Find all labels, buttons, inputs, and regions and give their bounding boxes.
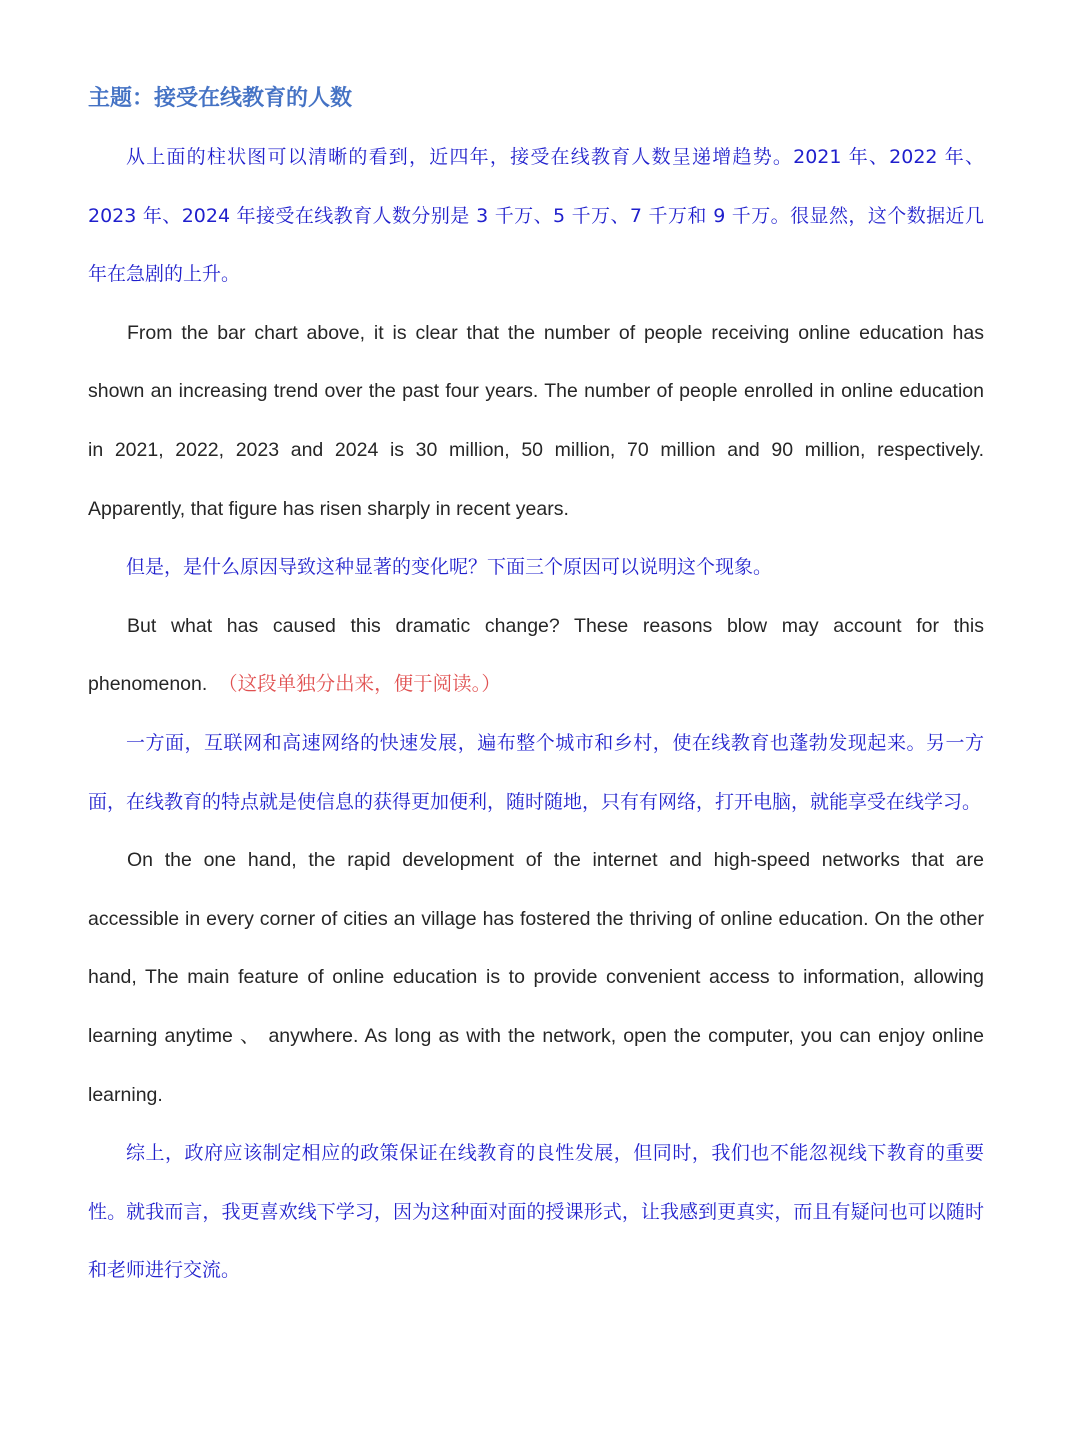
paragraph-en-2-text: But what has caused this dramatic change? These reasons blow may account for this phenomenon.: [88, 614, 984, 696]
document-title: 主题：接受在线教育的人数: [88, 86, 353, 111]
paragraph-en-1: From the bar chart above, it is clear that the number of people receiving online education has shown an increasing trend over the past four years. The number of people enrolled in online education in 2021, 2022, 2023 and 2024 is 30 million, 50 million, 70 million and 90 million, respectively. Apparently, that figure has risen sharply in recent years.: [88, 321, 984, 520]
editor-note: （这段单独分出来，便于阅读。）: [218, 673, 501, 696]
paragraph-zh-3: 一方面，互联网和高速网络的快速发展，遍布整个城市和乡村，使在线教育也蓬勃发现起来。另一方面，在线教育的特点就是使信息的获得更加便利，随时随地，只有有网络，打开电脑，就能享受在线学习。: [88, 731, 984, 813]
paragraph-en-2: [88, 597, 984, 714]
document-page: [88, 70, 984, 1300]
paragraph-zh-1: 从上面的柱状图可以清晰的看到，近四年，接受在线教育人数呈递增趋势。2021 年、2022 年、2023 年、2024 年接受在线教育人数分别是 3 千万、5 千万、7 千万和 9 千万。很显然，这个数据近几年在急剧的上升。: [88, 146, 984, 286]
paragraph-zh-4: 综上，政府应该制定相应的政策保证在线教育的良性发展，但同时，我们也不能忽视线下教育的重要性。就我而言，我更喜欢线下学习，因为这种面对面的授课形式，让我感到更真实，而且有疑问也可以随时和老师进行交流。: [88, 1142, 984, 1282]
paragraph-zh-2: 但是，是什么原因导致这种显著的变化呢？下面三个原因可以说明这个现象。: [126, 556, 773, 579]
paragraph-en-3: On the one hand, the rapid development of the internet and high-speed networks that are accessible in every corner of cities an village has fostered the thriving of online education. On the other hand, The main feature of online education is to provide convenient access to information, allowing learning anytime 、 anywhere. As long as with the network, open the computer, you can enjoy online learning.: [88, 849, 984, 1106]
